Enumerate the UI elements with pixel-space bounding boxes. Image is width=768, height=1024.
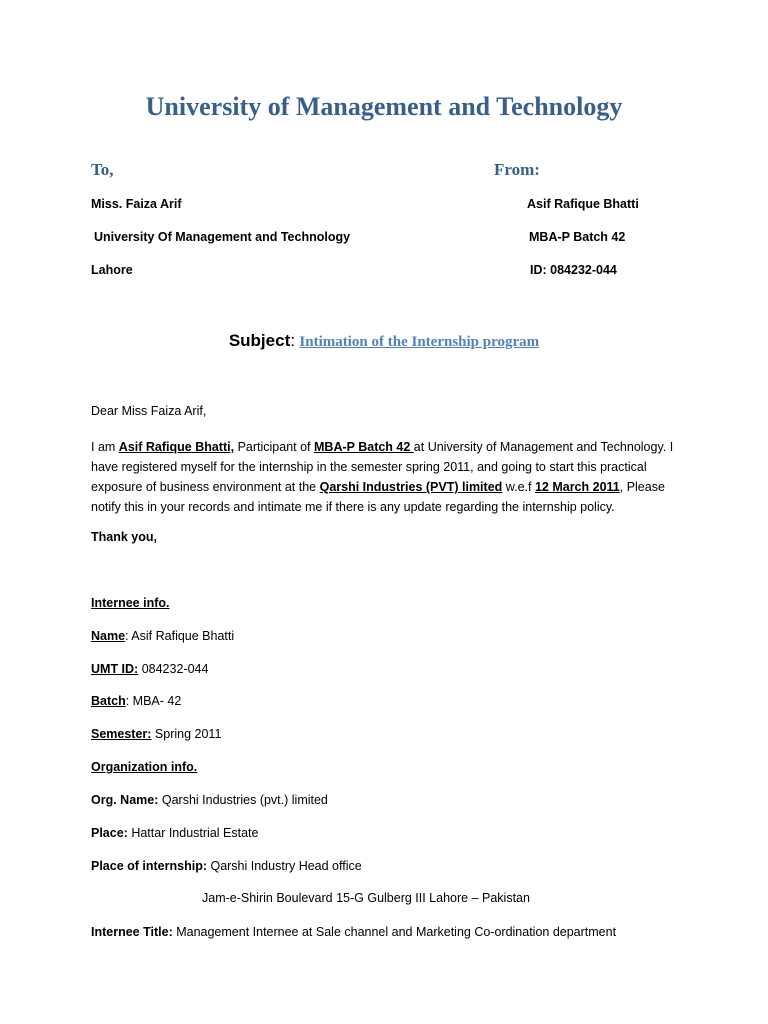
name-value: : Asif Rafique Bhatti [125,629,235,643]
org-name-value: Qarshi Industries (pvt.) limited [158,793,328,807]
subject-line [0,331,768,351]
internee-semester [91,727,221,741]
body-text-2: Participant of [234,440,314,454]
body-name: Asif Rafique Bhatti, [118,440,235,454]
body-date: 12 March 2011 [534,480,620,494]
body-text-4: w.e.f [502,480,535,494]
internee-batch [91,694,181,708]
org-name [91,793,328,807]
sender-name: Asif Rafique Bhatti [527,197,639,211]
body-text-1: I am [91,440,119,454]
body-batch: MBA-P Batch 42 [314,440,414,454]
semester-value: Spring 2011 [151,727,222,741]
subject-label: Subject [228,331,291,350]
umt-id-value: 084232-044 [138,662,209,676]
sender-batch: MBA-P Batch 42 [529,230,626,244]
subject-text: Intimation of the Internship program [299,334,540,350]
org-name-label: Org. Name: [91,793,159,807]
place-of-internship-value: Qarshi Industry Head office [207,859,362,873]
closing: Thank you, [91,530,157,544]
organization-info-heading: Organization info. [91,760,198,774]
semester-label: Semester: [91,727,152,741]
sender-id: ID: 084232-044 [530,263,617,277]
recipient-org: University Of Management and Technology [94,230,351,244]
place-of-internship-label: Place of internship: [91,859,207,873]
batch-label: Batch [91,694,126,708]
place-value: Hattar Industrial Estate [127,826,259,840]
umt-id-label: UMT ID: [91,662,139,676]
body-paragraph [91,437,691,517]
salutation: Dear Miss Faiza Arif, [91,404,207,418]
internee-title-value: Management Internee at Sale channel and Marketing Co-ordination department [172,925,617,939]
to-label: To, [91,160,114,179]
batch-value: : MBA- 42 [125,694,182,708]
from-label: From: [494,160,540,179]
body-text-5: , Please notify this in your records and intimate me if there is any update regarding the internship policy. [91,480,665,514]
org-place [91,826,258,840]
internee-title [91,925,616,939]
internee-umt-id [91,662,208,676]
internee-name [91,629,234,643]
recipient-city: Lahore [91,263,133,277]
recipient-name: Miss. Faiza Arif [91,197,182,211]
body-text-3: at University of Management and Technology. I have registered myself for the internship in the semester spring 2011, and going to start this practical exposure of business environment at the [91,440,674,494]
office-address: Jam-e-Shirin Boulevard 15-G Gulberg III Lahore – Pakistan [202,891,530,905]
place-label: Place: [91,826,128,840]
body-company: Qarshi Industries (PVT) limited [319,480,503,494]
page-title: University of Management and Technology [145,92,623,121]
internee-info-heading: Internee info. [91,596,170,610]
name-label: Name [91,629,126,643]
subject-colon: : [290,331,295,350]
internee-title-label: Internee Title: [91,925,173,939]
place-of-internship [91,859,362,873]
